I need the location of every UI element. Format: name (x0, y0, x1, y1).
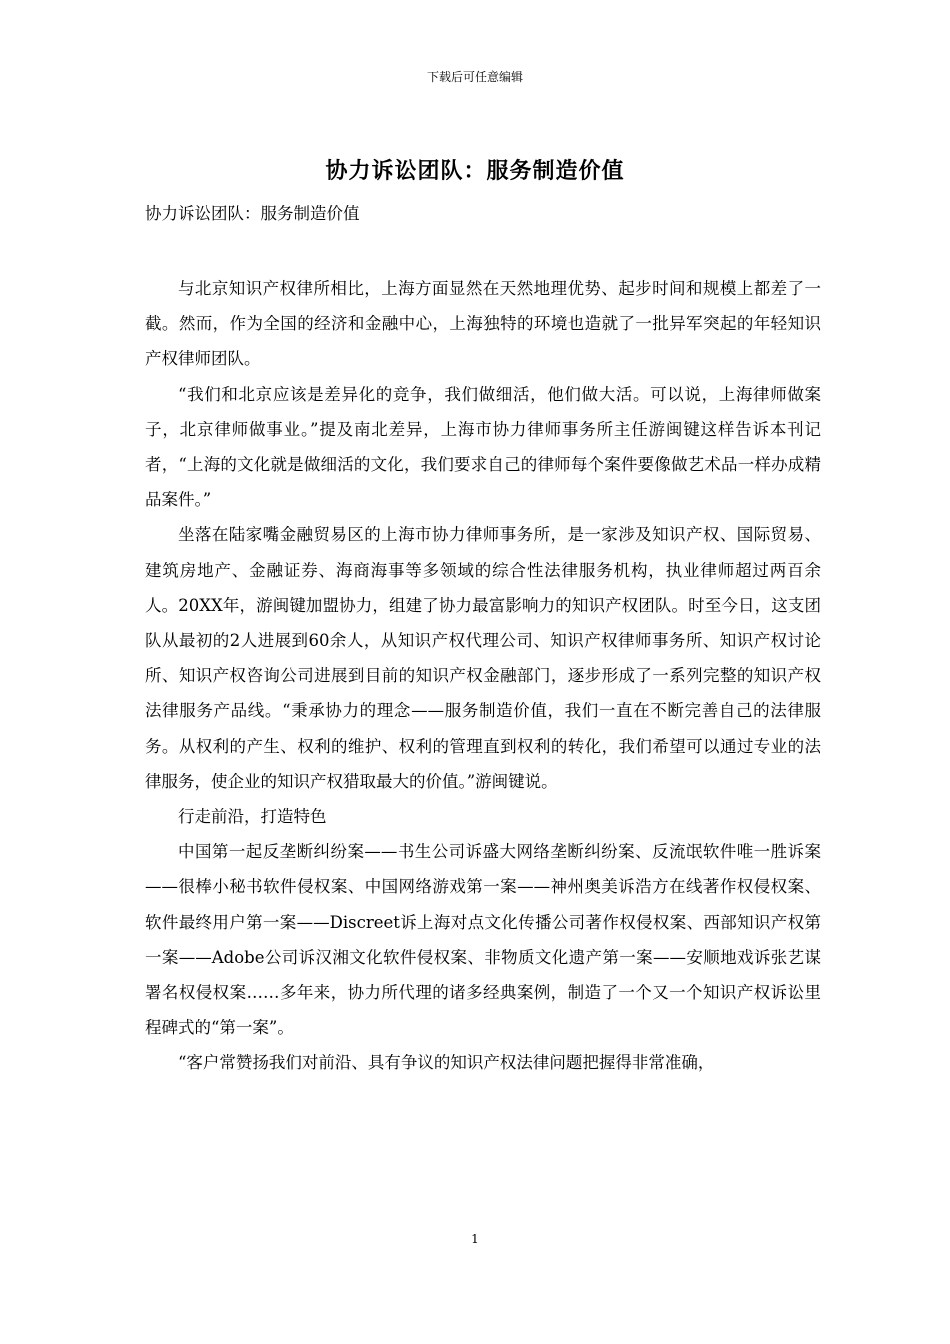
paragraph: 坐落在陆家嘴金融贸易区的上海市协力律师事务所，是一家涉及知识产权、国际贸易、建筑房地产、金融证券、海商海事等多领域的综合性法律服务机构，执业律师超过两百余人。20XX年，游闽键加盟协力，组建了协力最富影响力的知识产权团队。时至今日，这支团队从最初的2人进展到60余人，从知识产权代理公司、知识产权律师事务所、知识产权讨论所、知识产权咨询公司进展到目前的知识产权金融部门，逐步形成了一系列完整的知识产权法律服务产品线。“秉承协力的理念——服务制造价值，我们一直在不断完善自己的法律服务。从权利的产生、权利的维护、权利的管理直到权利的转化，我们希望可以通过专业的法律服务，使企业的知识产权猎取最大的价值。”游闽键说。 (145, 525, 821, 791)
document-title: 协力诉讼团队：服务制造价值 (325, 158, 625, 184)
section-heading: 行走前沿，打造特色 (178, 807, 327, 827)
document-body (145, 271, 821, 1081)
page-number: 1 (471, 1232, 479, 1246)
paragraph: “我们和北京应该是差异化的竞争，我们做细活，他们做大活。可以说，上海律师做案子，北京律师做事业。”提及南北差异，上海市协力律师事务所主任游闽键这样告诉本刊记者，“上海的文化就是做细活的文化，我们要求自己的律师每个案件要像做艺术品一样办成精品案件。” (145, 384, 821, 510)
header-note: 下载后可任意编辑 (426, 70, 523, 84)
paragraph: 与北京知识产权律所相比，上海方面显然在天然地理优势、起步时间和规模上都差了一截。然而，作为全国的经济和金融中心，上海独特的环境也造就了一批异军突起的年轻知识产权律师团队。 (145, 279, 821, 369)
paragraph: “客户常赞扬我们对前沿、具有争议的知识产权法律问题把握得非常准确， (178, 1053, 715, 1073)
document-subtitle: 协力诉讼团队：服务制造价值 (145, 204, 360, 223)
paragraph: 中国第一起反垄断纠纷案——书生公司诉盛大网络垄断纠纷案、反流氓软件唯一胜诉案——很棒小秘书软件侵权案、中国网络游戏第一案——神州奥美诉浩方在线著作权侵权案、软件最终用户第一案——Discreet诉上海对点文化传播公司著作权侵权案、西部知识产权第一案——Adobe公司诉汉湘文化软件侵权案、非物质文化遗产第一案——安顺地戏诉张艺谋署名权侵权案……多年来，协力所代理的诸多经典案例，制造了一个又一个知识产权诉讼里程碑式的“第一案”。 (145, 842, 821, 1038)
